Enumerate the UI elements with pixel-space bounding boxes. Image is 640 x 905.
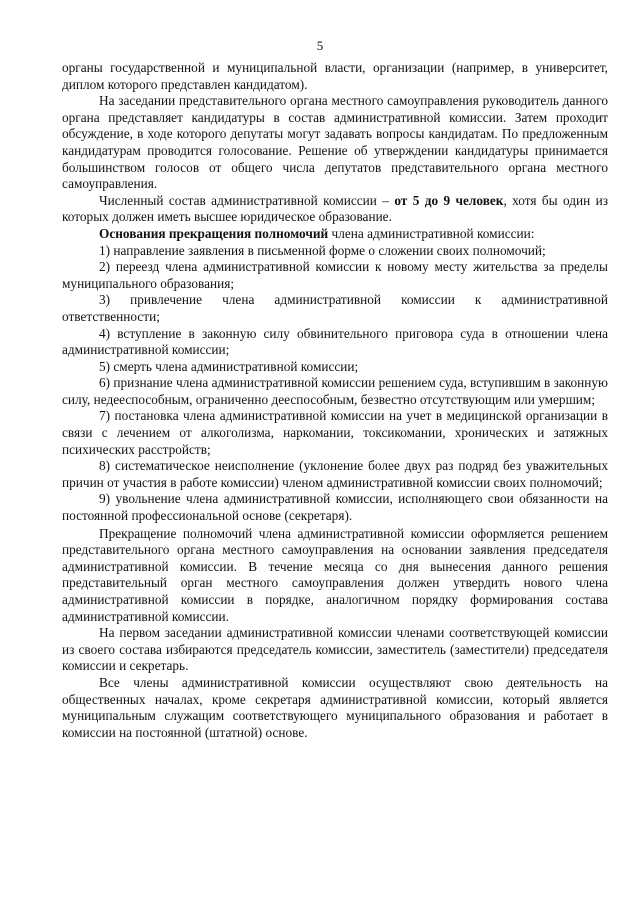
list-item-7: 7) постановка члена административной комиссии на учет в медицинской организации в связи с лечением от алкоголизма, наркомании, токсикомании, хронических и затяжных психических расстройств; xyxy=(62,408,608,457)
termination-heading-rest: члена административной комиссии: xyxy=(328,225,535,241)
termination-heading-bold: Основания прекращения полномочий xyxy=(99,225,329,241)
paragraph-termination-heading xyxy=(62,226,608,243)
paragraph-commission-size xyxy=(62,193,608,226)
page-number: 5 xyxy=(316,38,324,53)
list-item-6: 6) признание члена административной комиссии решением суда, вступившим в законную силу, недееспособным, ограниченно дееспособным, безвестно отсутствующим или умершим; xyxy=(62,375,608,407)
paragraph-first-meeting: На первом заседании административной комиссии членами соответствующей комиссии из своего состава избираются председатель комиссии, заместитель (заместители) председателя комиссии и секретарь. xyxy=(62,625,608,674)
commission-size-rest: , хотя бы один из которых должен иметь высшее юридическое образование. xyxy=(62,192,608,225)
paragraph-continuation: органы государственной и муниципальной власти, организации (например, в университет, диплом которого представлен кандидатом). xyxy=(62,60,608,92)
list-item-1: 1) направление заявления в письменной форме о сложении своих полномочий; xyxy=(99,242,546,258)
paragraph-meeting-procedure: На заседании представительного органа местного самоуправления руководитель данного органа представляет кандидатуры в состав административной комиссии. Затем проходит обсуждение, в ходе которого депутаты могут задавать вопросы кандидатам. По предложенным кандидатурам проводится голосование. Решение об утверждении кандидатуры принимается большинством голосов от общего числа депутатов представительного органа местного самоуправления. xyxy=(62,93,608,192)
paragraph-members-status: Все члены административной комиссии осуществляют свою деятельность на общественных началах, кроме секретаря административной комиссии, который является муниципальным служащим соответствующего муниципального образования и работает в комиссии на постоянной (штатной) основе. xyxy=(62,674,608,740)
list-item-8: 8) систематическое неисполнение (уклонение более двух раз подряд без уважительных причин от участия в работе комиссии) членом административной комиссии своих полномочий; xyxy=(62,458,608,490)
document-body xyxy=(62,60,608,741)
list-item-9: 9) увольнение члена административной комиссии, исполняющего свои обязанности на постоянной профессиональной основе (секретаря). xyxy=(62,491,608,524)
list-item-2: 2) переезд члена административной комиссии к новому месту жительства за пределы муниципального образования; xyxy=(62,259,608,291)
commission-size-bold: от 5 до 9 человек xyxy=(394,192,504,208)
list-item-4: 4) вступление в законную силу обвинительного приговора суда в отношении члена административной комиссии; xyxy=(62,325,608,358)
paragraph-termination-procedure: Прекращение полномочий члена административной комиссии оформляется решением представительного органа местного самоуправления на основании заявления председателя административной комиссии. В течение месяца со дня вынесения данного решения представительный орган местного самоуправления должен утвердить нового члена административной комиссии в порядке, аналогичном порядку формирования состава административной комиссии. xyxy=(62,525,608,624)
list-item-5: 5) смерть члена административной комиссии; xyxy=(99,358,359,374)
commission-size-text: Численный состав административной комиссии – xyxy=(99,192,395,208)
list-item-3: 3) привлечение члена административной комиссии к административной ответственности; xyxy=(62,292,608,324)
